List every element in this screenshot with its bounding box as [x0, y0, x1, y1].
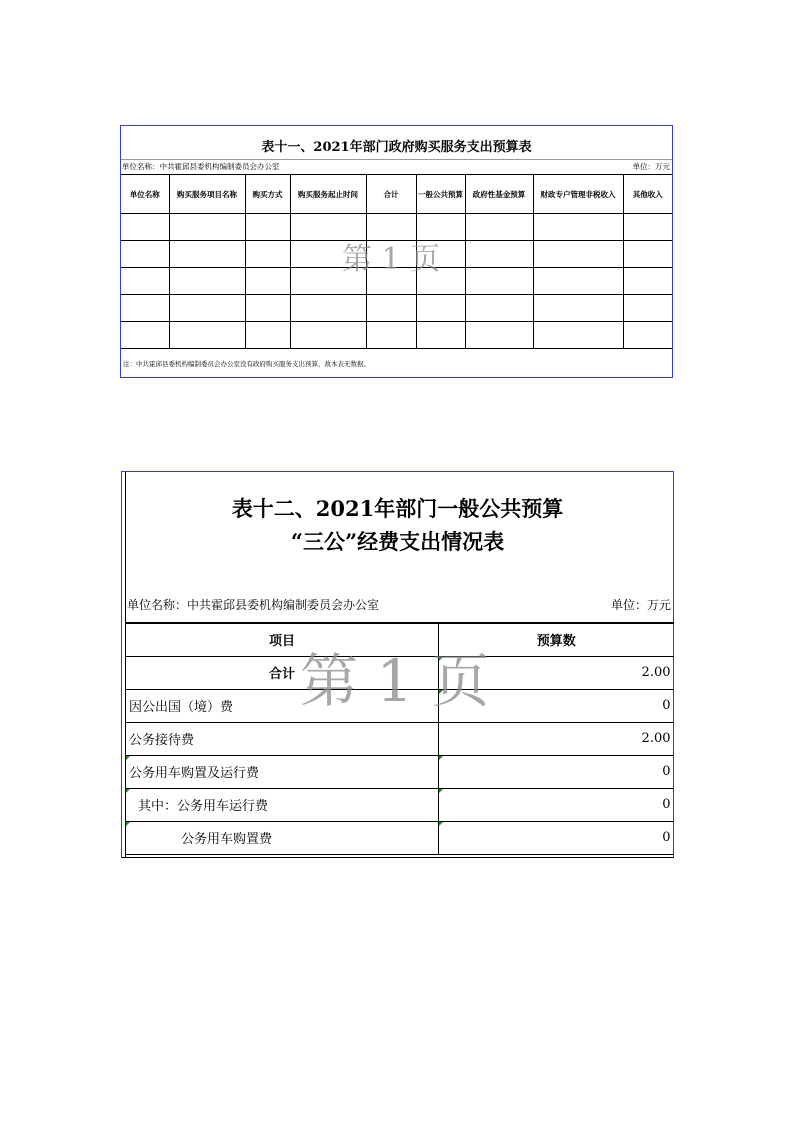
row-label: 公务接待费 — [126, 722, 439, 755]
table-11-header-cell: 政府性基金预算 — [465, 175, 533, 214]
row-label: 因公出国（境）费 — [126, 689, 439, 722]
row-value: 0 — [439, 788, 674, 821]
page-watermark: 第 1 页 — [342, 242, 441, 277]
table-12-grid — [125, 622, 674, 855]
cell-marker-icon — [439, 657, 443, 661]
table-11-header-cell: 购买服务起止时间 — [290, 175, 366, 214]
table-11-header-row — [121, 175, 672, 214]
table-row — [126, 821, 674, 854]
table-12-unit-currency: 单位：万元 — [610, 598, 671, 612]
row-value: 0 — [439, 821, 674, 854]
table-11-header-cell: 购买方式 — [245, 175, 290, 214]
row-label: 其中：公务用车运行费 — [126, 788, 439, 821]
table-row — [126, 656, 674, 689]
table-11-grid — [121, 174, 672, 349]
table-row — [121, 322, 672, 349]
cell-marker-icon — [439, 756, 443, 760]
row-value: 2.00 — [439, 722, 674, 755]
page-watermark: 第 1 页 — [300, 647, 490, 715]
table-11-note: 注：中共霍邱县委机构编制委员会办公室没有政府购买服务支出预算，故本表无数据。 — [123, 360, 370, 368]
table-row — [121, 214, 672, 241]
table-11-unit-name: 单位名称：中共霍邱县委机构编制委员会办公室 — [122, 162, 280, 171]
table-12-unit-name: 单位名称：中共霍邱县委机构编制委员会办公室 — [127, 598, 380, 612]
table-row — [121, 241, 672, 268]
table-12-title — [122, 492, 673, 558]
table-11-unit-row — [121, 159, 672, 175]
table-row — [126, 722, 674, 755]
row-label: 公务用车购置及运行费 — [126, 755, 439, 788]
table-12-three-public-expenses — [121, 471, 674, 858]
cell-marker-icon — [439, 789, 443, 793]
row-value: 2.00 — [439, 656, 674, 689]
table-12-header-item: 项目 — [126, 623, 439, 656]
table-11-header-cell: 购买服务项目名称 — [169, 175, 245, 214]
row-label: 公务用车购置费 — [126, 821, 439, 854]
table-11-title: 表十一、2021年部门政府购买服务支出预算表 — [261, 140, 532, 155]
table-12-header-row — [126, 623, 674, 656]
table-11-header-cell: 财政专户管理非税收入 — [533, 175, 623, 214]
table-12-unit-row — [127, 596, 671, 613]
table-12-title-line-1: 表十二、2021年部门一般公共预算 — [231, 496, 564, 521]
table-11-header-cell: 其他收入 — [623, 175, 672, 214]
table-11-header-cell: 合计 — [366, 175, 416, 214]
table-11-purchase-services — [120, 125, 673, 378]
cell-marker-icon — [439, 822, 443, 826]
table-row — [126, 689, 674, 722]
table-row — [126, 755, 674, 788]
table-12-title-line-2: “三公”经费支出情况表 — [290, 529, 505, 554]
table-11-unit-currency: 单位：万元 — [632, 162, 670, 171]
table-row — [126, 788, 674, 821]
row-label: 合计 — [126, 656, 439, 689]
row-value: 0 — [439, 755, 674, 788]
table-11-header-cell: 一般公共预算 — [416, 175, 465, 214]
cell-marker-icon — [126, 822, 130, 826]
cell-marker-icon — [439, 690, 443, 694]
table-row — [121, 295, 672, 322]
row-value: 0 — [439, 689, 674, 722]
cell-marker-icon — [126, 789, 130, 793]
table-12-header-amount: 预算数 — [439, 623, 674, 656]
table-row — [121, 268, 672, 295]
cell-marker-icon — [126, 756, 130, 760]
table-11-header-cell: 单位名称 — [121, 175, 169, 214]
